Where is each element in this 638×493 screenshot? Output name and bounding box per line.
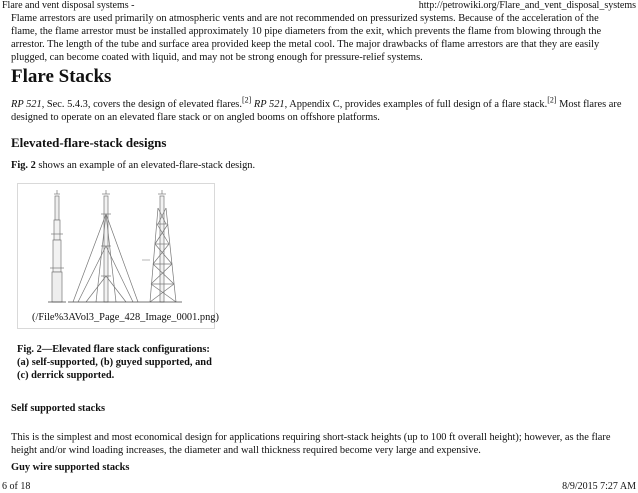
figure-2-file-link[interactable]: (/File%3AVol3_Page_428_Image_0001.png) <box>32 312 219 323</box>
flare-stack-drawings <box>18 184 214 328</box>
rp521-ref-1[interactable]: RP 521 <box>11 99 42 110</box>
self-supported-stack-drawing <box>48 190 66 302</box>
heading-self-supported: Self supported stacks <box>11 403 106 414</box>
fig2-intro-text: shows an example of an elevated-flare-stack design. <box>35 160 256 171</box>
citation-2-b[interactable]: [2] <box>547 95 557 105</box>
document-url: http://petrowiki.org/Flare_and_vent_disposal_systems <box>418 0 636 11</box>
derrick-stack-drawing <box>142 190 182 302</box>
self-supported-paragraph: This is the simplest and most economical design for applications requiring short-stack heights (up to 100 ft overall height); however, as the flare height and/or wind loading increases, the diameter and wall thickness required become very large and expensive. <box>11 432 611 456</box>
figure-2-image[interactable] <box>17 183 219 329</box>
rp521-paragraph <box>11 95 627 124</box>
heading-flare-stacks: Flare Stacks <box>11 66 112 87</box>
rp521-ref-2[interactable]: RP 521 <box>253 99 285 110</box>
print-timestamp: 8/9/2015 7:27 AM <box>562 481 636 492</box>
document-title: Flare and vent disposal systems - <box>2 0 135 11</box>
fig2-reference: Fig. 2 <box>11 160 36 171</box>
intro-paragraph: Flame arrestors are used primarily on atmospheric vents and are not recommended on pressurized systems. Because of the acceleration of the flame, the flame arrestor must be installed approximately 10 pipe diameters from the exit, which prevents the flame from blowing through the arrestor. The length of the tube and surface area provided keep the metal cool. The major drawbacks of flame arrestors are that they are easily plugged, can become coated with liquid, and may not be strong enough for pressure-relief systems. <box>11 13 602 63</box>
heading-elevated-flare-stack: Elevated-flare-stack designs <box>11 135 167 150</box>
page-number: 6 of 18 <box>2 481 31 492</box>
heading-guy-wire: Guy wire supported stacks <box>11 462 130 473</box>
guyed-stack-drawing <box>68 190 144 302</box>
rp521-text-2: , Appendix C, provides examples of full design of a flare stack. <box>284 99 548 110</box>
figure-2-caption: Fig. 2—Elevated flare stack configurations: (a) self-supported, (b) guyed supported, and (c) derrick supported. <box>17 344 212 381</box>
citation-2-a[interactable]: [2] <box>241 95 252 105</box>
fig2-intro-paragraph <box>11 159 627 172</box>
rp521-text-3: Most flares are designed to operate on an elevated flare stack or on angled booms on offshore platforms. <box>11 99 622 123</box>
rp521-text-1: , Sec. 5.4.3, covers the design of elevated flares. <box>41 99 242 110</box>
